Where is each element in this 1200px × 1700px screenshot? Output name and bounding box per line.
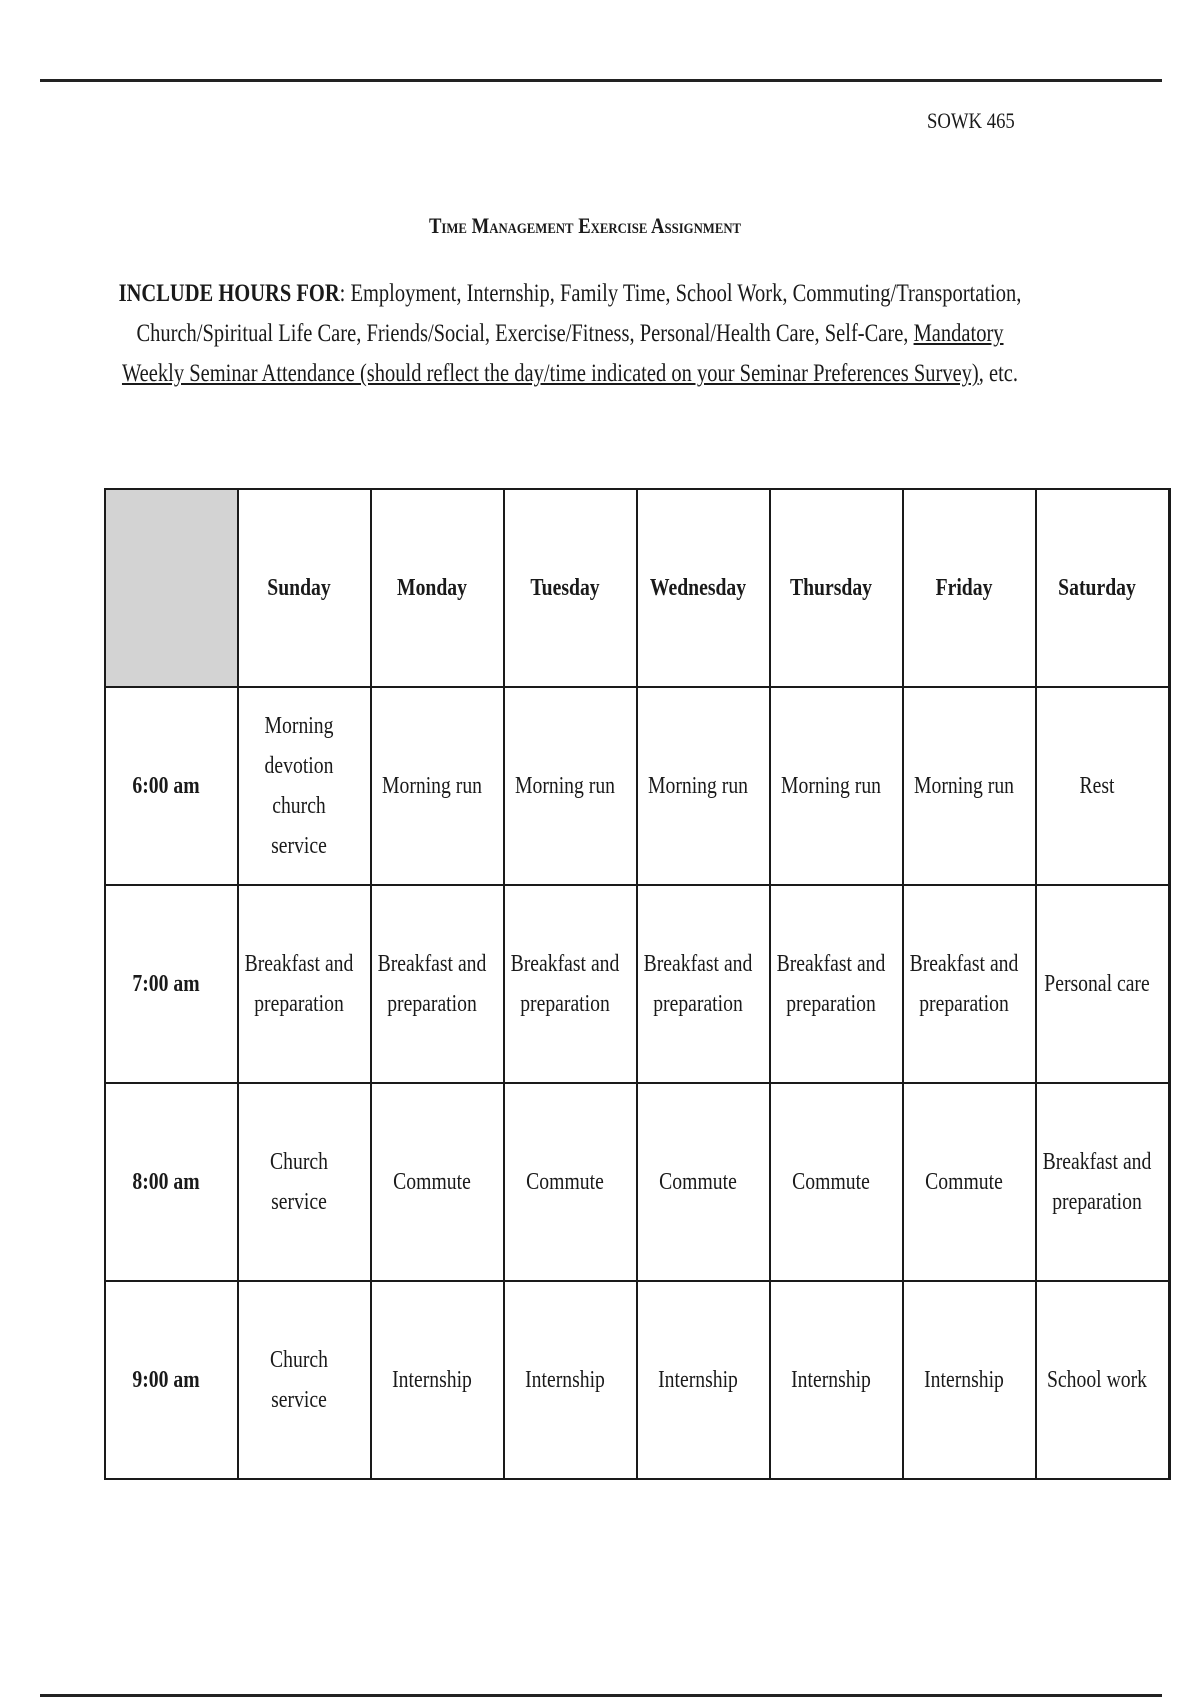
activity-cell xyxy=(504,1083,637,1281)
instructions-tail: , etc. xyxy=(978,360,1019,387)
activity-cell xyxy=(770,1281,903,1479)
activity-cell xyxy=(770,687,903,885)
activity-text: Internship xyxy=(658,1367,738,1393)
activity-text: Morning run xyxy=(780,773,882,799)
instructions-underlined: Mandatory Weekly Seminar Attendance (should reflect the day/time indicated on your Seminar Preferences Survey) xyxy=(121,320,1004,387)
table-row xyxy=(105,687,1170,885)
day-header xyxy=(1036,489,1170,687)
activity-text: Commute xyxy=(526,1169,604,1195)
time-cell xyxy=(105,885,238,1083)
day-header xyxy=(504,489,637,687)
activity-cell xyxy=(903,1083,1036,1281)
activity-text: School work xyxy=(1046,1367,1148,1393)
day-header-row xyxy=(105,489,1170,687)
day-header-text: Monday xyxy=(396,575,467,601)
time-label: 7:00 am xyxy=(132,971,200,997)
day-header xyxy=(770,489,903,687)
activity-text: Church service xyxy=(270,1347,328,1413)
instructions-body: : Employment, Internship, Family Time, School Work, Commuting/Transportation, Church/Spiritual Life Care, Friends/Social, Exercise/Fitness, Personal/Health Care, Self-Care, xyxy=(136,280,1022,347)
activity-text: Breakfast and preparation xyxy=(643,951,753,1017)
activity-cell xyxy=(238,885,371,1083)
activity-cell xyxy=(1036,1083,1170,1281)
instructions-text xyxy=(110,274,1030,394)
activity-cell xyxy=(371,1281,504,1479)
time-cell xyxy=(105,1281,238,1479)
instructions xyxy=(110,274,1030,394)
activity-cell xyxy=(371,687,504,885)
table-row xyxy=(105,885,1170,1083)
activity-text: Morning run xyxy=(647,773,749,799)
activity-cell xyxy=(637,687,770,885)
activity-text: Breakfast and preparation xyxy=(244,951,354,1017)
activity-cell xyxy=(1036,885,1170,1083)
day-header-text: Saturday xyxy=(1058,575,1136,601)
table-row xyxy=(105,1281,1170,1479)
day-header-text: Thursday xyxy=(789,575,873,601)
activity-cell xyxy=(637,1281,770,1479)
time-cell xyxy=(105,1083,238,1281)
activity-text: Internship xyxy=(392,1367,472,1393)
day-header xyxy=(371,489,504,687)
activity-cell xyxy=(1036,1281,1170,1479)
activity-text: Internship xyxy=(791,1367,871,1393)
activity-text: Commute xyxy=(393,1169,471,1195)
activity-cell xyxy=(238,1083,371,1281)
activity-text: Breakfast and preparation xyxy=(909,951,1019,1017)
day-header-text: Sunday xyxy=(267,575,331,601)
activity-cell xyxy=(238,1281,371,1479)
day-header xyxy=(238,489,371,687)
activity-text: Internship xyxy=(924,1367,1004,1393)
activity-cell xyxy=(770,885,903,1083)
activity-text: Breakfast and preparation xyxy=(510,951,620,1017)
activity-cell xyxy=(504,687,637,885)
time-label: 8:00 am xyxy=(132,1169,200,1195)
activity-cell xyxy=(504,1281,637,1479)
activity-text: Morning run xyxy=(514,773,616,799)
day-header-text: Tuesday xyxy=(530,575,600,601)
day-header xyxy=(903,489,1036,687)
activity-text: Commute xyxy=(792,1169,870,1195)
activity-text: Commute xyxy=(659,1169,737,1195)
day-header xyxy=(637,489,770,687)
activity-cell xyxy=(1036,687,1170,885)
activity-text: Commute xyxy=(925,1169,1003,1195)
corner-cell xyxy=(105,489,238,687)
top-rule xyxy=(40,79,1162,82)
time-label: 9:00 am xyxy=(132,1367,200,1393)
activity-cell xyxy=(238,687,371,885)
activity-cell xyxy=(371,1083,504,1281)
activity-text: Morning run xyxy=(913,773,1015,799)
instructions-lead: INCLUDE HOURS FOR xyxy=(118,280,340,307)
activity-cell xyxy=(637,1083,770,1281)
activity-text: Morning run xyxy=(381,773,483,799)
page-title: Time Management Exercise Assignment xyxy=(428,213,742,238)
activity-text: Breakfast and preparation xyxy=(377,951,487,1017)
time-cell xyxy=(105,687,238,885)
activity-cell xyxy=(371,885,504,1083)
activity-cell xyxy=(770,1083,903,1281)
table-row xyxy=(105,1083,1170,1281)
course-code: SOWK 465 xyxy=(927,108,1015,133)
bottom-rule xyxy=(40,1694,1162,1697)
time-label: 6:00 am xyxy=(132,773,200,799)
activity-text: Personal care xyxy=(1044,971,1150,997)
activity-text: Internship xyxy=(525,1367,605,1393)
activity-cell xyxy=(903,1281,1036,1479)
activity-text: Breakfast and preparation xyxy=(776,951,886,1017)
activity-cell xyxy=(903,885,1036,1083)
activity-text: Breakfast and preparation xyxy=(1042,1149,1152,1215)
activity-text: Rest xyxy=(1079,773,1115,799)
activity-cell xyxy=(903,687,1036,885)
day-header-text: Wednesday xyxy=(649,575,747,601)
schedule-table xyxy=(104,488,1171,1480)
activity-cell xyxy=(637,885,770,1083)
activity-text: Church service xyxy=(270,1149,328,1215)
activity-cell xyxy=(504,885,637,1083)
day-header-text: Friday xyxy=(935,575,993,601)
activity-text: Morning devotion church service xyxy=(264,713,334,859)
